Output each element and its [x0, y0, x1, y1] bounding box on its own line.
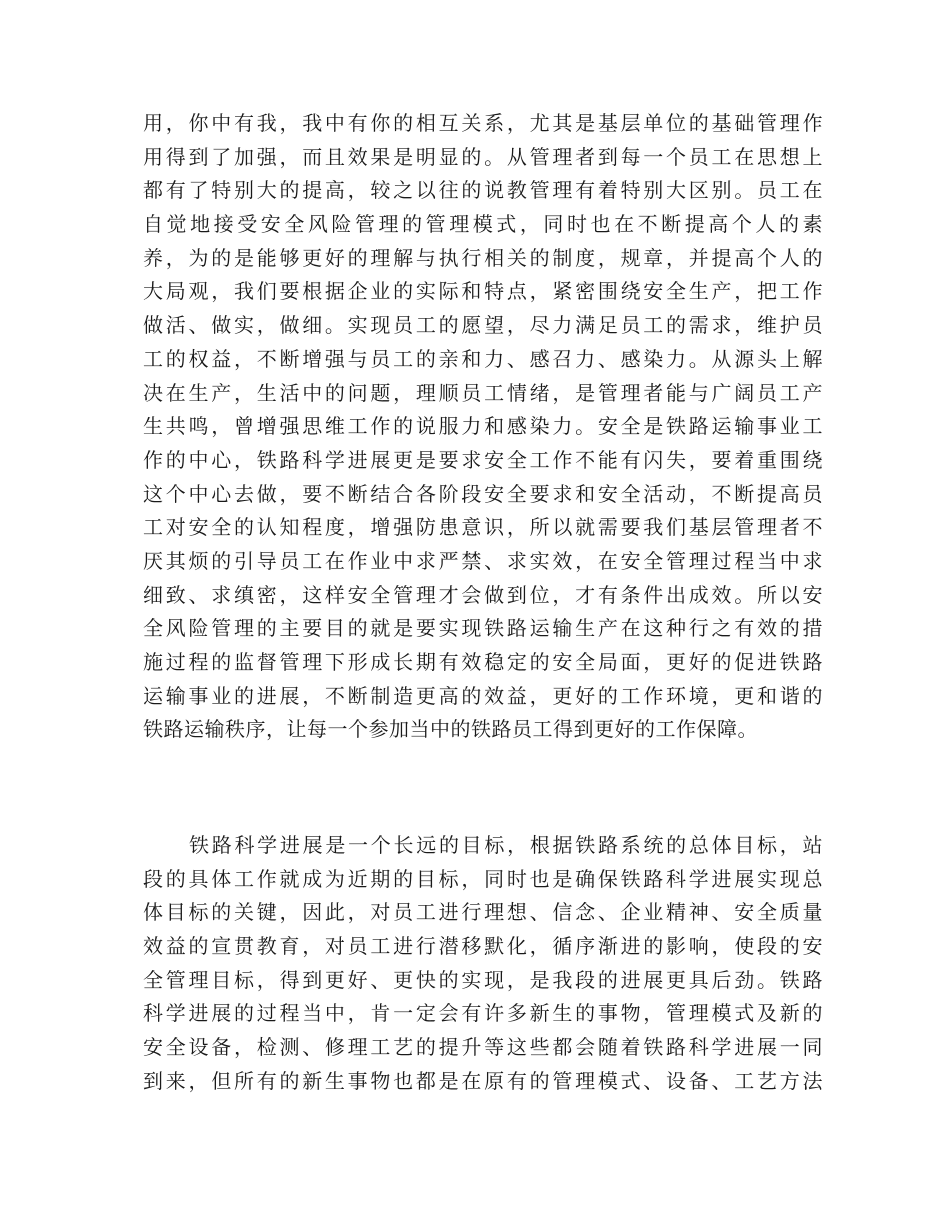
text-line: 施过程的监督管理下形成长期有效稳定的安全局面，更好的促进铁路: [143, 650, 823, 674]
paragraph-1: [143, 107, 823, 747]
text-line: 全管理目标，得到更好、更快的实现，是我段的进展更具后劲。铁路: [143, 967, 823, 992]
text-line: 工的权益，不断增强与员工的亲和力、感召力、感染力。从源头上解: [143, 346, 823, 371]
text-line: 都有了特别大的提高，较之以往的说教管理有着特别大区别。员工在: [143, 178, 823, 203]
text-line: 运输事业的进展，不断制造更高的效益，更好的工作环境，更和谐的: [143, 683, 823, 708]
text-line: 体目标的关键，因此，对员工进行理想、信念、企业精神、安全质量: [143, 900, 823, 925]
text-line: 段的具体工作就成为近期的目标，同时也是确保铁路科学进展实现总: [143, 866, 823, 891]
text-line: 做活、做实，做细。实现员工的愿望，尽力满足员工的需求，维护员: [143, 313, 823, 338]
text-line: 养，为的是能够更好的理解与执行相关的制度，规章，并提高个人的: [143, 245, 823, 270]
text-line: 到来，但所有的新生事物也都是在原有的管理模式、设备、工艺方法: [143, 1068, 823, 1093]
text-line: 科学进展的过程当中，肯一定会有许多新生的事物，管理模式及新的: [143, 1001, 823, 1026]
text-line: 这个中心去做，要不断结合各阶段安全要求和安全活动，不断提高员: [143, 481, 823, 506]
text-line: 全风险管理的主要目的就是要实现铁路运输生产在这种行之有效的措: [143, 616, 823, 641]
text-line: 效益的宣贯教育，对员工进行潜移默化，循序渐进的影响，使段的安: [143, 934, 823, 959]
text-line: 安全设备，检测、修理工艺的提升等这些都会随着铁路科学进展一同: [143, 1035, 823, 1060]
text-line: 自觉地接受安全风险管理的管理模式，同时也在不断提高个人的素: [143, 212, 823, 237]
text-line: 生共鸣，曾增强思维工作的说服力和感染力。安全是铁路运输事业工: [143, 414, 823, 439]
text-line: 细致、求缜密，这样安全管理才会做到位，才有条件出成效。所以安: [143, 582, 823, 607]
text-line: 工对安全的认知程度，增强防患意识，所以就需要我们基层管理者不: [143, 515, 823, 540]
text-line: 决在生产，生活中的问题，理顺员工情绪，是管理者能与广阔员工产: [143, 380, 823, 405]
paragraph-2: [143, 829, 823, 1099]
text-line: 用得到了加强，而且效果是明显的。从管理者到每一个员工在思想上: [143, 144, 823, 169]
text-line: 厌其烦的引导员工在作业中求严禁、求实效，在安全管理过程当中求: [143, 548, 823, 573]
text-line: 大局观，我们要根据企业的实际和特点，紧密围绕安全生产，把工作: [143, 279, 823, 304]
text-line: 铁路科学进展是一个长远的目标，根据铁路系统的总体目标，站: [189, 833, 823, 857]
text-line: 作的中心，铁路科学进展更是要求安全工作不能有闪失，要着重围绕: [143, 447, 823, 472]
text-line: 用，你中有我，我中有你的相互关系，尤其是基层单位的基础管理作: [143, 111, 823, 135]
text-line: 铁路运输秩序，让每一个参加当中的铁路员工得到更好的工作保障。: [143, 717, 758, 742]
